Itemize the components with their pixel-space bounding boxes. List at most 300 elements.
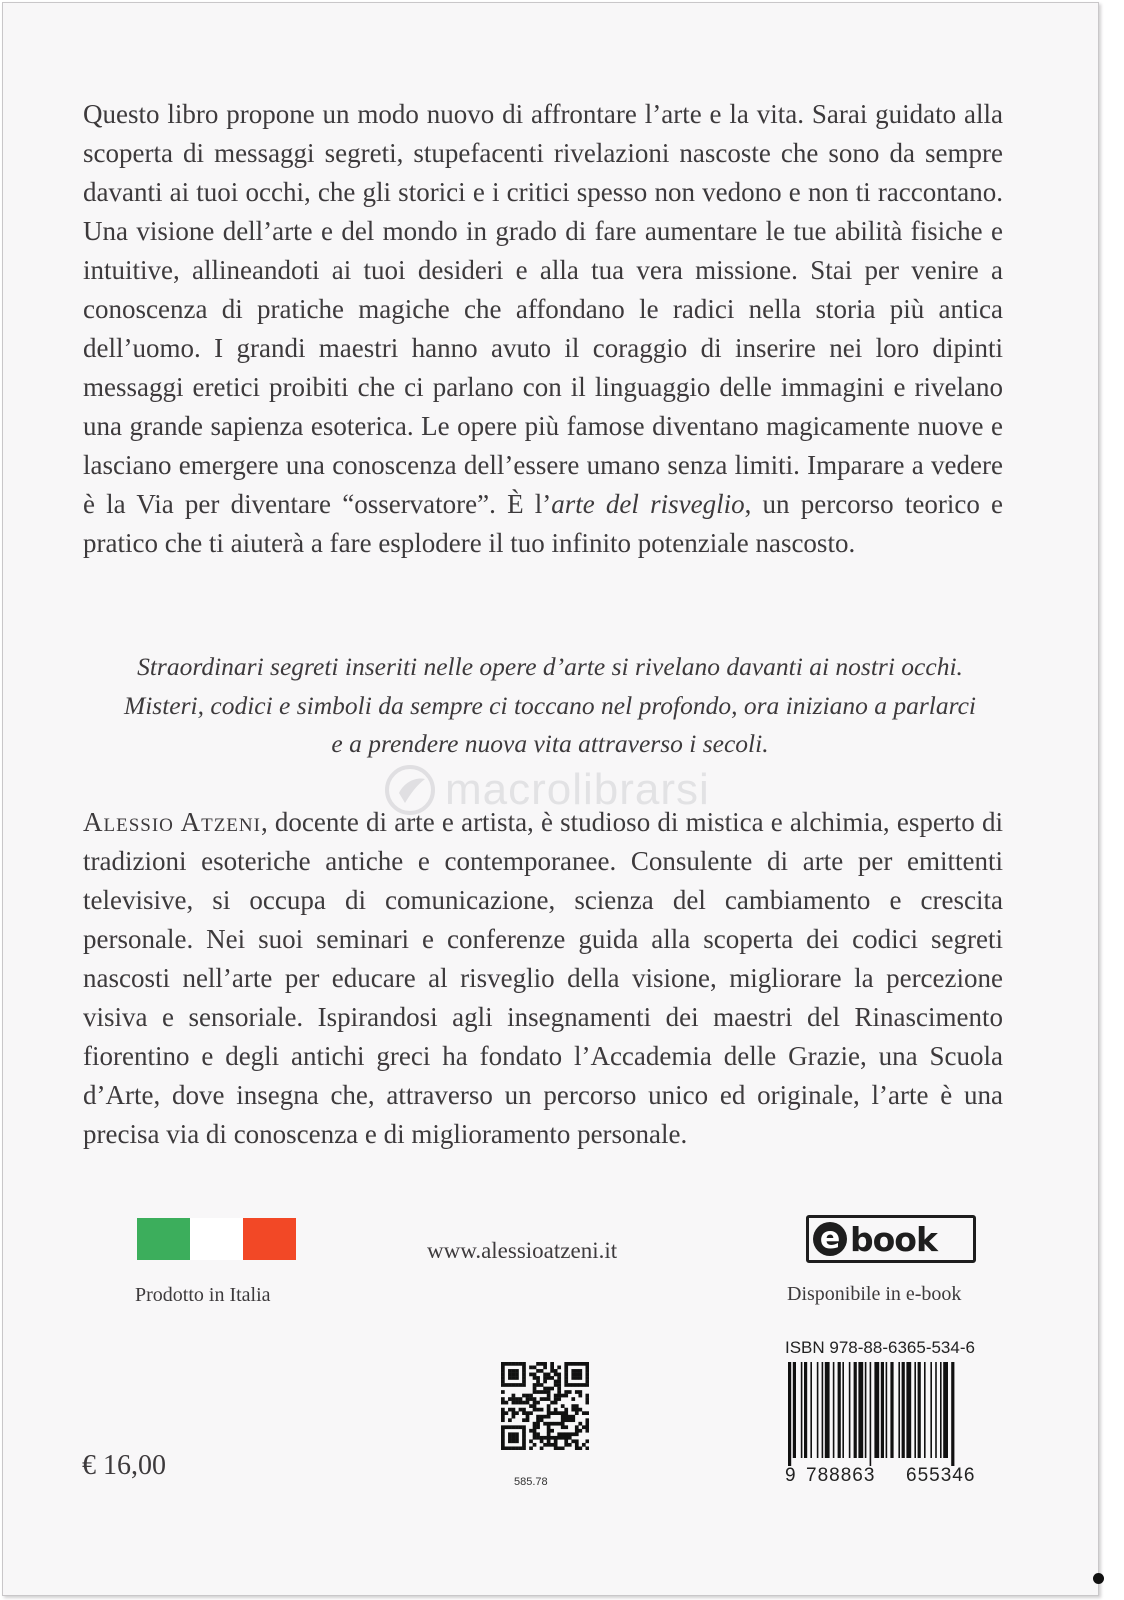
barcode-bar (825, 1362, 830, 1458)
qr-module (582, 1411, 586, 1415)
qr-module (578, 1373, 582, 1377)
qr-module (543, 1380, 547, 1384)
barcode-bar (902, 1362, 905, 1458)
qr-module (501, 1415, 505, 1419)
qr-module (501, 1439, 505, 1443)
qr-module (564, 1376, 568, 1380)
qr-module (557, 1422, 561, 1426)
qr-module (564, 1366, 568, 1370)
flag-caption: Prodotto in Italia (135, 1284, 271, 1306)
qr-module (522, 1425, 526, 1429)
qr-module (522, 1446, 526, 1450)
author-bio-text: , docente di arte e artista, è studioso di mistica e alchimia, esperto di tradizioni esoteriche antiche e contemporanee. Consulente di arte per emittenti televisive, si occupa di comunicazione, scienza del cambiamento e crescita personale. Nei suoi seminari e conferenze guida alla scoperta dei codici segreti nascosti nell’arte per educare al risveglio della visione, migliorare la percezione visiva e sensoriale. Ispirandosi agli insegnamenti dei maestri del Rinascimento fiorentino e degli antichi greci ha fondato l’Accademia delle Grazie, una Scuola d’Arte, dove insegna che, attraverso un percorso unico ed originale, l’arte è una precisa via di conoscenza e di miglioramento personale. (83, 807, 1003, 1149)
qr-module (508, 1362, 512, 1366)
qr-module (550, 1387, 554, 1391)
qr-module (564, 1362, 568, 1366)
qr-module (522, 1439, 526, 1443)
qr-module (508, 1418, 512, 1422)
qr-module (547, 1390, 551, 1394)
qr-module (585, 1446, 589, 1450)
qr-module (515, 1376, 519, 1380)
qr-module (536, 1422, 540, 1426)
barcode-bar (822, 1362, 824, 1458)
qr-module (547, 1397, 551, 1401)
qr-module (540, 1390, 544, 1394)
qr-module (578, 1369, 582, 1373)
qr-module (536, 1432, 540, 1436)
barcode-bar (793, 1362, 796, 1458)
qr-module (533, 1443, 537, 1447)
qr-module (561, 1415, 565, 1419)
qr-module (522, 1401, 526, 1405)
qr-module (585, 1394, 589, 1398)
qr-module (501, 1397, 505, 1401)
qr-module (543, 1373, 547, 1377)
qr-module (554, 1380, 558, 1384)
qr-module (533, 1373, 537, 1377)
qr-module (561, 1446, 565, 1450)
qr-module (547, 1429, 551, 1433)
qr-module (585, 1383, 589, 1387)
qr-module (564, 1418, 568, 1422)
qr-module (578, 1383, 582, 1387)
qr-module (571, 1397, 575, 1401)
qr-module (526, 1397, 530, 1401)
qr-code-label: 585.78 (514, 1476, 548, 1488)
qr-module (540, 1369, 544, 1373)
qr-module (568, 1390, 572, 1394)
barcode-bar (849, 1362, 851, 1458)
website-url: www.alessioatzeni.it (427, 1238, 618, 1263)
qr-module (578, 1422, 582, 1426)
qr-module (564, 1390, 568, 1394)
qr-module (533, 1383, 537, 1387)
qr-module (508, 1369, 512, 1373)
qr-module (536, 1362, 540, 1366)
qr-module (533, 1436, 537, 1440)
qr-module (571, 1432, 575, 1436)
qr-module (585, 1429, 589, 1433)
qr-module (554, 1422, 558, 1426)
quote-line: Misteri, codici e simboli da sempre ci toccano nel profondo, ora iniziano a parlarci (123, 690, 977, 720)
qr-module (575, 1408, 579, 1412)
qr-module (519, 1362, 523, 1366)
qr-module (512, 1411, 516, 1415)
qr-module (578, 1376, 582, 1380)
qr-module (529, 1366, 533, 1370)
qr-module (515, 1439, 519, 1443)
qr-module (512, 1362, 516, 1366)
qr-module (568, 1383, 572, 1387)
qr-module (533, 1429, 537, 1433)
qr-module (554, 1383, 558, 1387)
qr-module (550, 1429, 554, 1433)
qr-module (543, 1422, 547, 1426)
qr-module (508, 1408, 512, 1412)
qr-module (540, 1439, 544, 1443)
qr-module (533, 1422, 537, 1426)
qr-module (585, 1369, 589, 1373)
qr-module (540, 1383, 544, 1387)
qr-module (575, 1369, 579, 1373)
qr-module (529, 1446, 533, 1450)
qr-module (505, 1383, 509, 1387)
qr-module (585, 1411, 589, 1415)
qr-module (585, 1397, 589, 1401)
qr-module (543, 1362, 547, 1366)
qr-module (543, 1397, 547, 1401)
qr-module (543, 1376, 547, 1380)
qr-module (547, 1443, 551, 1447)
qr-module (515, 1362, 519, 1366)
barcode-bar (874, 1362, 879, 1458)
isbn-number: ISBN 978-88-6365-534-6 (785, 1338, 975, 1357)
qr-module (564, 1369, 568, 1373)
qr-module (582, 1425, 586, 1429)
qr-module (512, 1383, 516, 1387)
qr-module (547, 1422, 551, 1426)
qr-module (561, 1425, 565, 1429)
qr-module (501, 1366, 505, 1370)
barcode-bar (842, 1362, 844, 1458)
barcode-bar (914, 1362, 916, 1458)
qr-module (536, 1401, 540, 1405)
qr-module (571, 1369, 575, 1373)
qr-module (575, 1432, 579, 1436)
barcode-bar (890, 1362, 893, 1458)
qr-module (533, 1376, 537, 1380)
qr-module (554, 1446, 558, 1450)
qr-module (501, 1401, 505, 1405)
qr-module (526, 1394, 530, 1398)
qr-module (501, 1425, 505, 1429)
qr-module (533, 1366, 537, 1370)
qr-module (512, 1408, 516, 1412)
qr-module (543, 1415, 547, 1419)
qr-module (508, 1432, 512, 1436)
qr-module (554, 1373, 558, 1377)
qr-module (557, 1387, 561, 1391)
qr-module (505, 1446, 509, 1450)
qr-module (522, 1376, 526, 1380)
qr-module (550, 1369, 554, 1373)
qr-module (564, 1443, 568, 1447)
qr-module (561, 1436, 565, 1440)
qr-module (515, 1369, 519, 1373)
qr-module (575, 1425, 579, 1429)
qr-module (501, 1418, 505, 1422)
qr-module (585, 1425, 589, 1429)
qr-module (533, 1432, 537, 1436)
qr-module (536, 1408, 540, 1412)
barcode-bar (924, 1362, 926, 1458)
qr-module (564, 1394, 568, 1398)
qr-module (554, 1401, 558, 1405)
qr-module (533, 1390, 537, 1394)
qr-module (512, 1401, 516, 1405)
barcode-bar (865, 1362, 867, 1458)
qr-module (547, 1387, 551, 1391)
qr-module (585, 1362, 589, 1366)
barcode-bar (943, 1362, 948, 1458)
qr-module (564, 1439, 568, 1443)
qr-module (557, 1390, 561, 1394)
qr-module (536, 1383, 540, 1387)
qr-module (522, 1362, 526, 1366)
qr-module (533, 1401, 537, 1405)
qr-module (515, 1432, 519, 1436)
barcode-bar (906, 1362, 911, 1458)
qr-module (512, 1373, 516, 1377)
qr-module (501, 1376, 505, 1380)
qr-module (585, 1373, 589, 1377)
qr-module (571, 1376, 575, 1380)
qr-module (564, 1425, 568, 1429)
qr-module (512, 1369, 516, 1373)
barcode-bar (935, 1362, 937, 1458)
qr-module (564, 1373, 568, 1377)
qr-module (512, 1425, 516, 1429)
qr-module (564, 1380, 568, 1384)
qr-module (568, 1432, 572, 1436)
qr-module (508, 1439, 512, 1443)
qr-module (543, 1443, 547, 1447)
watermark-text: macrolibrarsi (445, 765, 710, 814)
qr-module (522, 1436, 526, 1440)
barcode-bar (810, 1362, 812, 1458)
qr-module (550, 1443, 554, 1447)
barcode (784, 1362, 996, 1466)
qr-module (501, 1369, 505, 1373)
qr-module (540, 1418, 544, 1422)
qr-module (501, 1411, 505, 1415)
qr-module (519, 1397, 523, 1401)
qr-module (536, 1369, 540, 1373)
qr-module (568, 1443, 572, 1447)
qr-module (554, 1394, 558, 1398)
flag-white-stripe (190, 1218, 243, 1260)
qr-module (529, 1439, 533, 1443)
qr-module (515, 1383, 519, 1387)
qr-module (508, 1383, 512, 1387)
qr-module (505, 1411, 509, 1415)
qr-module (568, 1362, 572, 1366)
qr-module (585, 1401, 589, 1405)
price: € 16,00 (82, 1450, 166, 1481)
qr-module (512, 1397, 516, 1401)
qr-module (550, 1401, 554, 1405)
qr-module (561, 1404, 565, 1408)
qr-module (526, 1401, 530, 1405)
barcode-bar (804, 1362, 807, 1458)
qr-module (529, 1429, 533, 1433)
qr-module (515, 1411, 519, 1415)
qr-module (575, 1446, 579, 1450)
qr-module (557, 1380, 561, 1384)
qr-module (554, 1369, 558, 1373)
qr-module (557, 1436, 561, 1440)
qr-module (529, 1373, 533, 1377)
qr-module (561, 1422, 565, 1426)
qr-module (540, 1446, 544, 1450)
qr-module (547, 1411, 551, 1415)
qr-module (508, 1425, 512, 1429)
qr-module (585, 1422, 589, 1426)
qr-module (564, 1408, 568, 1412)
qr-module (522, 1369, 526, 1373)
qr-module (522, 1383, 526, 1387)
qr-module (519, 1446, 523, 1450)
qr-module (561, 1394, 565, 1398)
barcode-bar (838, 1362, 841, 1458)
qr-module (508, 1373, 512, 1377)
qr-module (554, 1443, 558, 1447)
barcode-bar (801, 1362, 803, 1458)
qr-module (501, 1429, 505, 1433)
qr-module (571, 1362, 575, 1366)
qr-module (533, 1404, 537, 1408)
qr-module (515, 1446, 519, 1450)
qr-module (571, 1373, 575, 1377)
qr-module (536, 1418, 540, 1422)
qr-module (526, 1411, 530, 1415)
qr-module (557, 1432, 561, 1436)
qr-module (540, 1397, 544, 1401)
barcode-bar (940, 1362, 942, 1458)
qr-module (557, 1366, 561, 1370)
qr-module (571, 1415, 575, 1419)
qr-module (564, 1411, 568, 1415)
qr-module (515, 1397, 519, 1401)
quote-line: e a prendere nuova vita attraverso i secoli. (331, 729, 769, 758)
qr-module (501, 1373, 505, 1377)
qr-module (536, 1415, 540, 1419)
qr-module (575, 1404, 579, 1408)
qr-module (575, 1439, 579, 1443)
qr-module (547, 1432, 551, 1436)
qr-module (557, 1376, 561, 1380)
qr-module (512, 1446, 516, 1450)
qr-module (557, 1394, 561, 1398)
qr-module (585, 1418, 589, 1422)
qr-module (550, 1436, 554, 1440)
qr-module (550, 1366, 554, 1370)
qr-module (557, 1373, 561, 1377)
ebook-logo (806, 1215, 976, 1263)
qr-module (533, 1387, 537, 1391)
qr-module (585, 1439, 589, 1443)
qr-module (557, 1446, 561, 1450)
qr-module (561, 1432, 565, 1436)
qr-module (512, 1432, 516, 1436)
qr-module (554, 1397, 558, 1401)
italic-quote (90, 648, 1010, 764)
qr-module (522, 1366, 526, 1370)
qr-module (536, 1376, 540, 1380)
qr-module (554, 1408, 558, 1412)
qr-module (557, 1411, 561, 1415)
barcode-bar (788, 1362, 791, 1466)
qr-module (533, 1425, 537, 1429)
qr-module (547, 1408, 551, 1412)
quote-line: Straordinari segreti inseriti nelle opere d’arte si rivelano davanti ai nostri occhi. (137, 652, 963, 681)
qr-module (533, 1397, 537, 1401)
qr-module (515, 1425, 519, 1429)
qr-module (522, 1408, 526, 1412)
qr-module (582, 1383, 586, 1387)
qr-module (512, 1439, 516, 1443)
qr-module (564, 1415, 568, 1419)
qr-module (571, 1404, 575, 1408)
qr-module (543, 1387, 547, 1391)
ebook-logo-e: e (813, 1222, 847, 1256)
qr-module (501, 1408, 505, 1412)
qr-module (547, 1394, 551, 1398)
qr-module (522, 1432, 526, 1436)
qr-module (547, 1439, 551, 1443)
barcode-digits-right: 655346 (906, 1465, 976, 1486)
qr-module (540, 1408, 544, 1412)
qr-module (557, 1383, 561, 1387)
qr-module (568, 1415, 572, 1419)
qr-module (571, 1418, 575, 1422)
qr-module (529, 1404, 533, 1408)
qr-module (533, 1408, 537, 1412)
qr-module (501, 1383, 505, 1387)
qr-module (547, 1425, 551, 1429)
qr-code (501, 1362, 589, 1450)
qr-module (522, 1443, 526, 1447)
author-bio (83, 803, 1003, 1154)
qr-module (564, 1436, 568, 1440)
qr-module (529, 1411, 533, 1415)
qr-module (519, 1425, 523, 1429)
qr-module (501, 1443, 505, 1447)
italian-flag (137, 1218, 296, 1260)
qr-module (554, 1436, 558, 1440)
qr-module (561, 1411, 565, 1415)
ebook-logo-word: book (850, 1219, 937, 1259)
qr-module (575, 1429, 579, 1433)
qr-module (564, 1383, 568, 1387)
qr-module (501, 1446, 505, 1450)
barcode-bar (858, 1362, 863, 1458)
qr-module (501, 1380, 505, 1384)
qr-module (526, 1418, 530, 1422)
qr-module (575, 1443, 579, 1447)
barcode-bar (930, 1362, 932, 1458)
qr-module (547, 1404, 551, 1408)
qr-module (554, 1411, 558, 1415)
qr-module (575, 1376, 579, 1380)
qr-module (501, 1436, 505, 1440)
qr-module (547, 1376, 551, 1380)
qr-module (550, 1422, 554, 1426)
qr-module (568, 1418, 572, 1422)
barcode-bar (881, 1362, 884, 1458)
barcode-bar (951, 1362, 954, 1466)
qr-module (512, 1415, 516, 1419)
qr-module (505, 1362, 509, 1366)
qr-module (515, 1401, 519, 1405)
qr-module (571, 1408, 575, 1412)
qr-module (536, 1380, 540, 1384)
qr-module (547, 1436, 551, 1440)
blurb-text: Questo libro propone un modo nuovo di affrontare l’arte e la vita. Sarai guidato alla scoperta di messaggi segreti, stupefacenti rivelazioni nascoste che sono da sempre davanti ai tuoi occhi, che gli storici e i critici spesso non vedono e non ti raccontano. Una visione dell’arte e del mondo in grado di fare aumentare le tue abilità fisiche e intuitive, allineandoti ai tuoi desideri e alla tua vera missione. Stai per venire a conoscenza di pratiche magiche che affondano le radici nella storia più antica dell’uomo. I grandi maestri hanno avuto il coraggio di inserire nei loro dipinti messaggi eretici proibiti che ci parlano con il linguaggio delle immagini e rivelano una grande sapienza esoterica. Le opere più famose diventano magicamente nuove e lasciano emergere una conoscenza dell’essere umano senza limiti. Imparare a vedere è la Via per diventare “osservatore”. È l’ (83, 99, 1003, 519)
qr-module (585, 1366, 589, 1370)
qr-module (543, 1366, 547, 1370)
qr-module (512, 1376, 516, 1380)
